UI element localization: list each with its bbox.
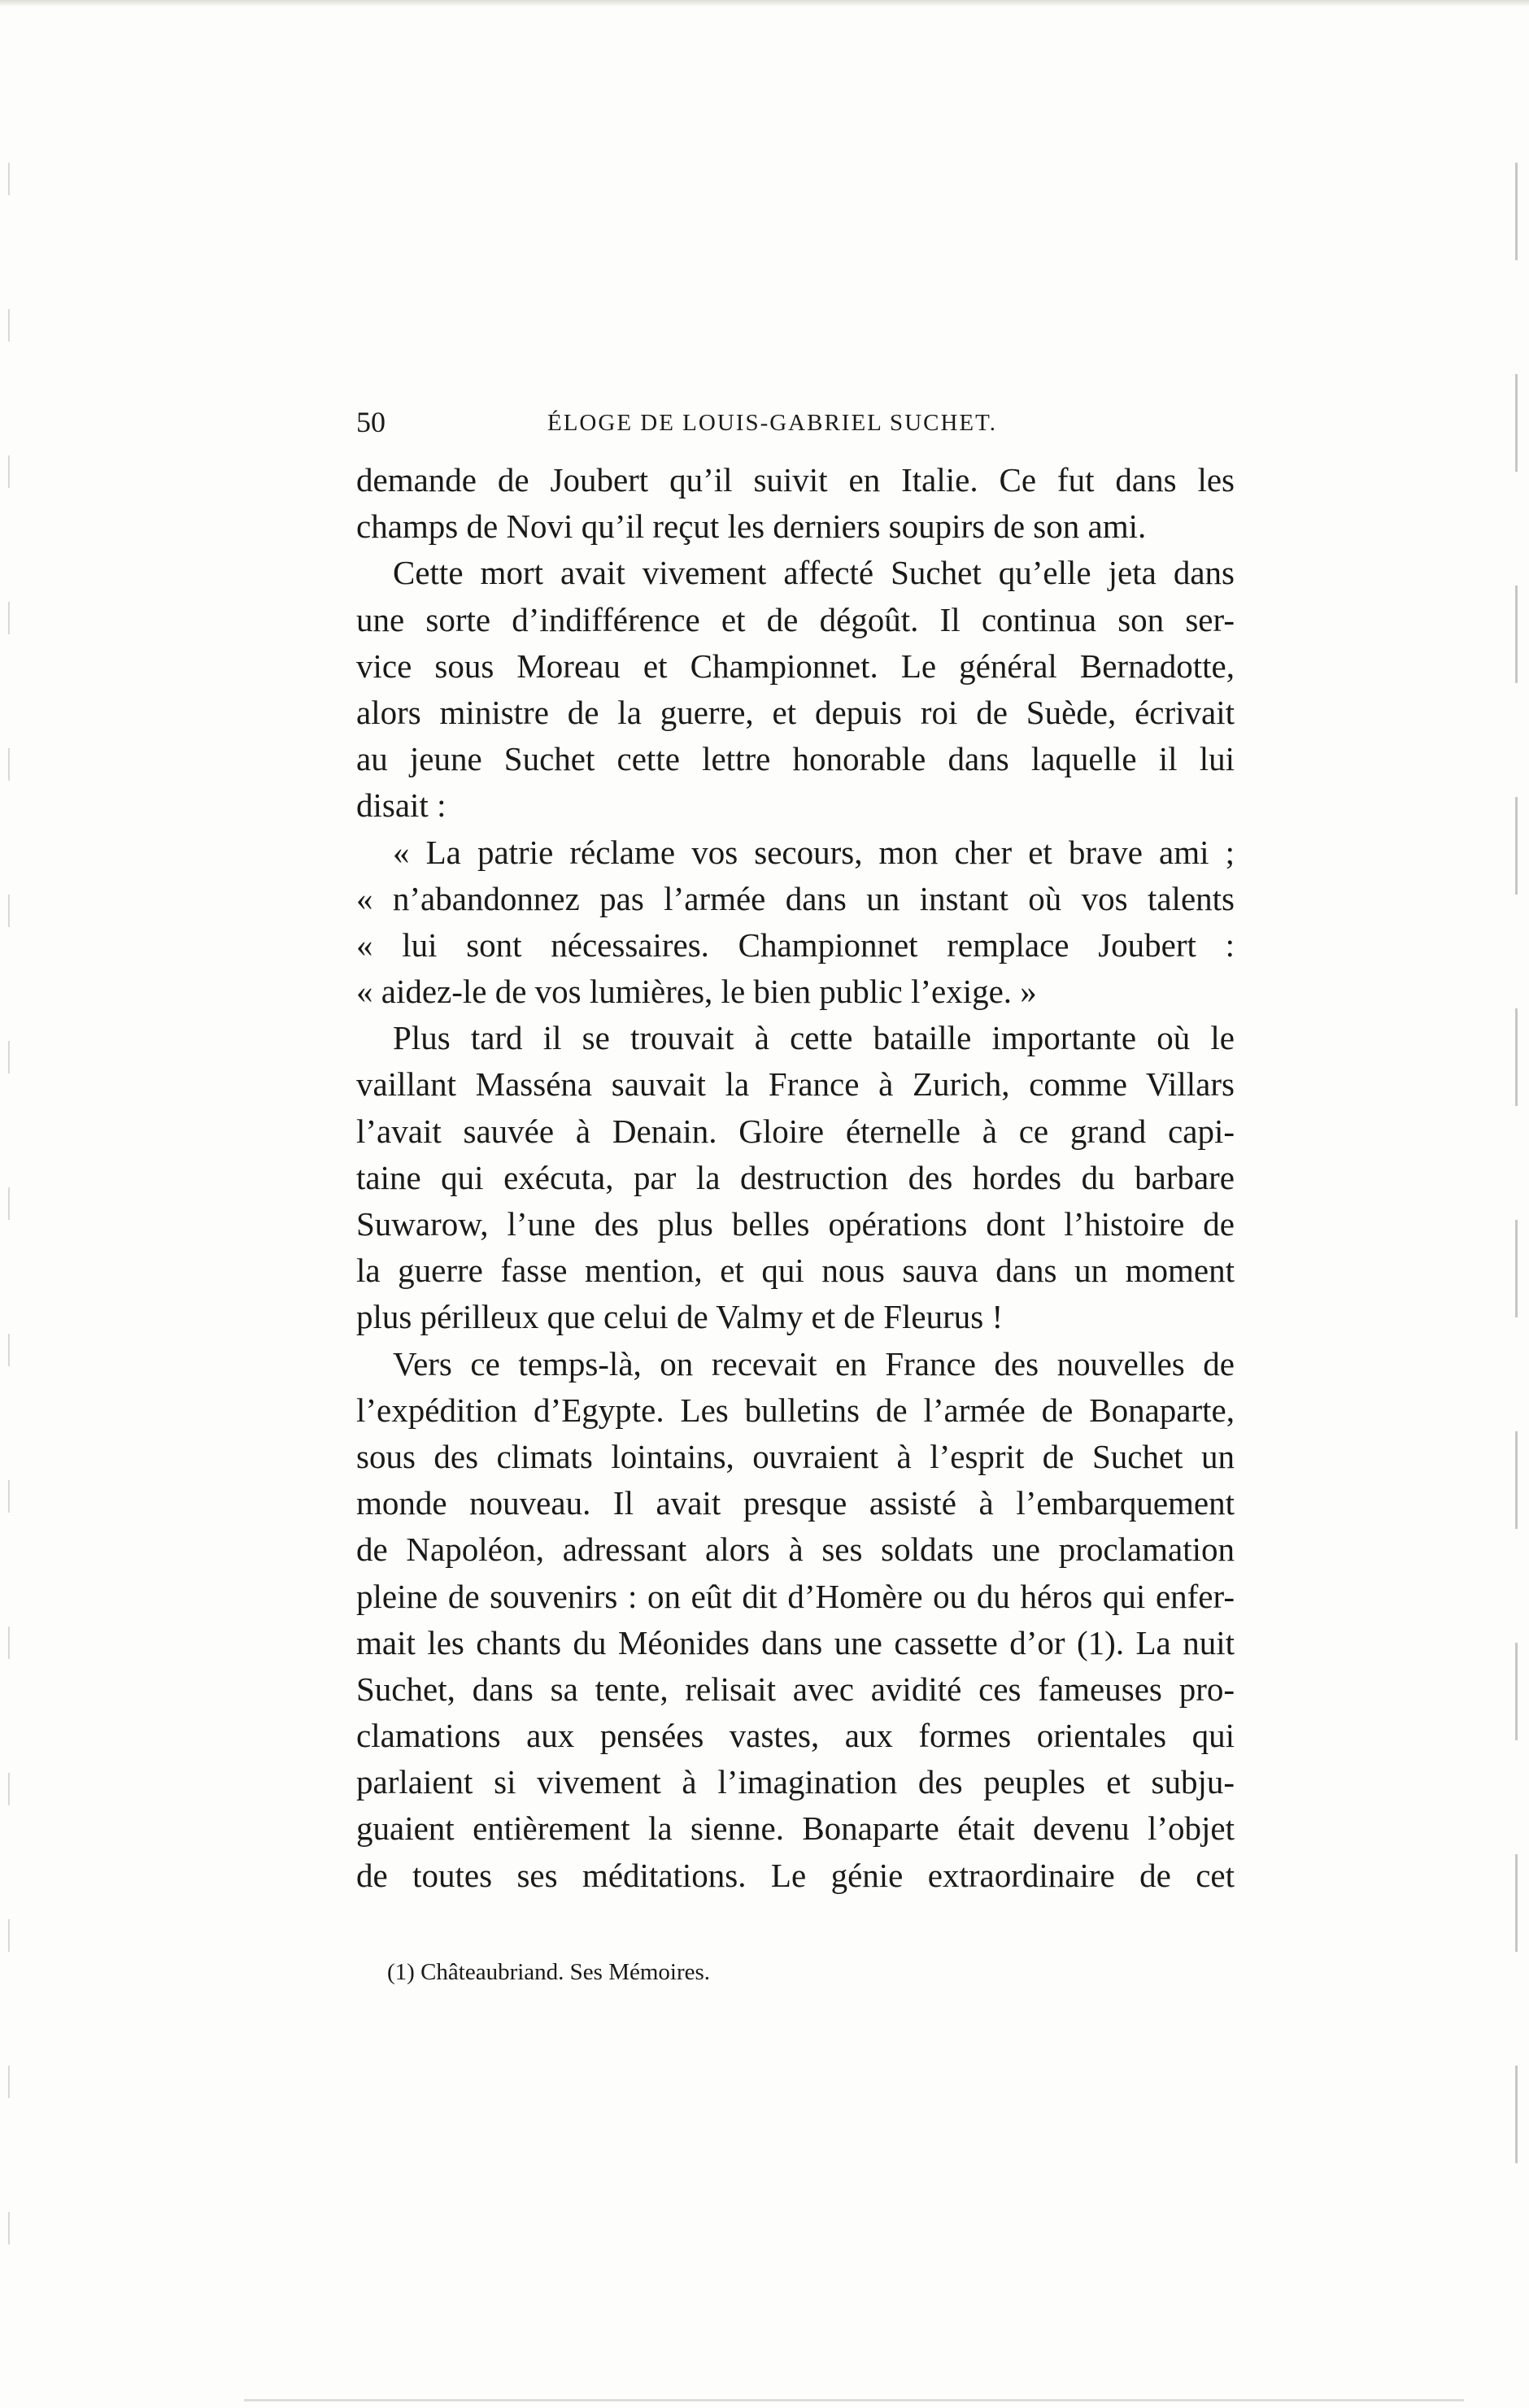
text-line: Vers ce temps-là, on recevait en France des nouvelles de (393, 1344, 1235, 1383)
text-line: « lui sont nécessaires. Championnet remplace Joubert : (356, 925, 1235, 964)
text-line: l’expédition d’Egypte. Les bulletins de l’armée de Bonaparte, (356, 1391, 1235, 1429)
text-line: Suwarow, l’une des plus belles opérations dont l’histoire de (356, 1205, 1235, 1243)
text-line: clamations aux pensées vastes, aux formes orientales qui (356, 1717, 1235, 1755)
text-line: l’avait sauvée à Denain. Gloire éternelle à ce grand capi- (356, 1112, 1235, 1150)
scan-edge-top (0, 0, 1529, 7)
text-line: champs de Novi qu’il reçut les derniers soupirs de son ami. (356, 507, 1147, 546)
text-line: disait : (356, 786, 447, 825)
text-line: au jeune Suchet cette lettre honorable dans laquelle il lui (356, 740, 1235, 778)
text-line: pleine de souvenirs : on eût dit d’Homère ou du héros qui enfer- (356, 1577, 1235, 1615)
scan-edge-left (8, 163, 10, 2277)
page-number: 50 (356, 406, 386, 438)
text-line: « n’abandonnez pas l’armée dans un instant où vos talents (356, 879, 1235, 917)
scan-edge-bottom (244, 2399, 1464, 2401)
text-line: guaient entièrement la sienne. Bonaparte était devenu l’objet (356, 1809, 1235, 1848)
text-line: de Napoléon, adressant alors à ses soldats une proclamation (356, 1531, 1235, 1569)
text-line: Suchet, dans sa tente, relisait avec avidité ces fameuses pro- (356, 1670, 1235, 1708)
text-line: de toutes ses méditations. Le génie extraordinaire de cet (356, 1856, 1235, 1894)
scan-edge-right (1515, 163, 1518, 2196)
text-line: Plus tard il se trouvait à cette bataille importante où le (393, 1019, 1235, 1057)
text-line: monde nouveau. Il avait presque assisté à l’embarquement (356, 1484, 1235, 1522)
text-line: « La patrie réclame vos secours, mon cher et brave ami ; (393, 833, 1235, 871)
text-line: « aidez-le de vos lumières, le bien public l’exige. » (356, 973, 1037, 1011)
text-line: Cette mort avait vivement affecté Suchet qu’elle jeta dans (393, 554, 1235, 592)
page-header (356, 405, 1235, 446)
text-line: taine qui exécuta, par la destruction des hordes du barbare (356, 1158, 1235, 1196)
text-line: alors ministre de la guerre, et depuis roi de Suède, écrivait (356, 693, 1235, 731)
body-text (356, 457, 1235, 1899)
running-title: ÉLOGE DE LOUIS-GABRIEL SUCHET. (547, 410, 997, 436)
text-line: la guerre fasse mention, et qui nous sauva dans un moment (356, 1252, 1235, 1290)
text-line: vice sous Moreau et Championnet. Le général Bernadotte, (356, 647, 1235, 685)
text-line: vaillant Masséna sauvait la France à Zurich, comme Villars (356, 1065, 1235, 1104)
text-line: mait les chants du Méonides dans une cassette d’or (1). La nuit (356, 1623, 1235, 1661)
text-line: sous des climats lointains, ouvraient à l’esprit de Suchet un (356, 1437, 1235, 1475)
text-line: parlaient si vivement à l’imagination des peuples et subju- (356, 1763, 1235, 1801)
text-line: plus périlleux que celui de Valmy et de Fleurus ! (356, 1298, 1004, 1336)
text-line: demande de Joubert qu’il suivit en Italie. Ce fut dans les (356, 461, 1235, 499)
footnote: (1) Châteaubriand. Ses Mémoires. (387, 1959, 711, 1985)
text-line: une sorte d’indifférence et de dégoût. Il continua son ser- (356, 600, 1235, 638)
